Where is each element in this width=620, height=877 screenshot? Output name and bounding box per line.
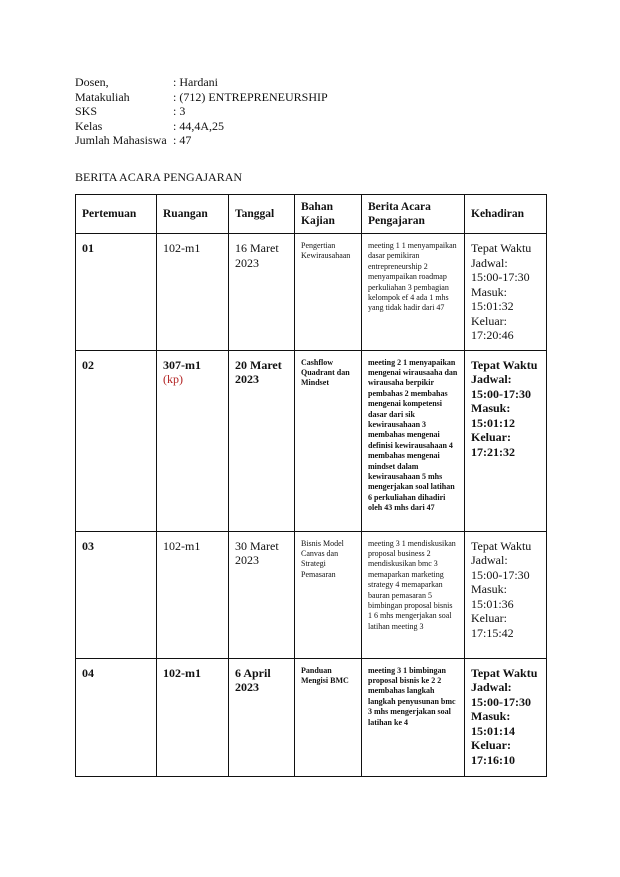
cell-pertemuan: 02 xyxy=(76,350,157,531)
col-header-ruangan: Ruangan xyxy=(157,195,229,234)
cell-bahan-kajian: Pengertian Kewirausahaan xyxy=(295,234,362,351)
cell-kehadiran xyxy=(465,531,547,658)
attendance-schedule: Jadwal: 15:00-17:30 xyxy=(471,372,531,401)
cell-ruangan xyxy=(157,234,229,351)
cell-tanggal: 6 April 2023 xyxy=(229,658,295,776)
attendance-in: Masuk: 15:01:36 xyxy=(471,582,514,611)
table-header-row xyxy=(76,195,547,234)
info-row-dosen xyxy=(75,75,328,90)
cell-ruangan xyxy=(157,531,229,658)
attendance-out: Keluar: 17:16:10 xyxy=(471,738,515,767)
col-header-kehadiran: Kehadiran xyxy=(465,195,547,234)
cell-pertemuan: 01 xyxy=(76,234,157,351)
cell-tanggal: 30 Maret 2023 xyxy=(229,531,295,658)
info-label: Matakuliah xyxy=(75,89,130,104)
info-value: : 47 xyxy=(173,133,192,148)
cell-tanggal: 16 Maret 2023 xyxy=(229,234,295,351)
course-info-header xyxy=(75,75,328,148)
attendance-in: Masuk: 15:01:14 xyxy=(471,709,515,738)
attendance-status: Tepat Waktu xyxy=(471,241,532,255)
attendance-status: Tepat Waktu xyxy=(471,665,538,680)
cell-pertemuan: 03 xyxy=(76,531,157,658)
ruangan-note: (kp) xyxy=(163,372,183,386)
cell-berita-acara: meeting 1 1 menyampaikan dasar pemikiran entrepreneurship 2 menyampaikan roadmap perkuliahan 3 pembagian kelompok ef 4 ada 1 mhs yang tidak hadir dari 47 xyxy=(362,234,465,351)
attendance-out: Keluar: 17:15:42 xyxy=(471,611,514,640)
info-label: Kelas xyxy=(75,118,103,133)
cell-kehadiran xyxy=(465,350,547,531)
cell-ruangan xyxy=(157,658,229,776)
cell-ruangan xyxy=(157,350,229,531)
col-header-bahan-kajian: Bahan Kajian xyxy=(295,195,362,234)
ruangan-code: 102-m1 xyxy=(163,241,201,255)
cell-bahan-kajian: Bisnis Model Canvas dan Strategi Pemasaran xyxy=(295,531,362,658)
info-value: : 44,4A,25 xyxy=(173,118,224,133)
table-row xyxy=(76,234,547,351)
info-label: Dosen, xyxy=(75,75,109,89)
attendance-in: Masuk: 15:01:32 xyxy=(471,284,514,313)
cell-tanggal: 20 Maret 2023 xyxy=(229,350,295,531)
table-row xyxy=(76,531,547,658)
info-row-kelas xyxy=(75,119,328,134)
ruangan-code: 102-m1 xyxy=(163,538,201,553)
attendance-schedule: Jadwal: 15:00-17:30 xyxy=(471,680,531,709)
info-row-sks xyxy=(75,104,328,119)
cell-berita-acara: meeting 3 1 mendiskusikan proposal business 2 mendiskusikan bmc 3 memaparkan marketing strategy 4 memaparkan bauran pemasaran 5 bimbingan proposal bisnis 1 6 mhs mengerjakan soal latihan meeting 3 xyxy=(362,531,465,658)
table-row xyxy=(76,350,547,531)
info-label: Jumlah Mahasiswa xyxy=(75,133,167,148)
cell-bahan-kajian: Panduan Mengisi BMC xyxy=(295,658,362,776)
cell-berita-acara: meeting 3 1 bimbingan proposal bisnis ke 2 2 membahas langkah langkah penyusunan bmc 3 mhs mengerjakan soal latihan ke 4 xyxy=(362,658,465,776)
attendance-in: Masuk: 15:01:12 xyxy=(471,401,515,430)
info-row-jumlah-mahasiswa xyxy=(75,133,328,148)
cell-kehadiran xyxy=(465,234,547,351)
ruangan-code: 307-m1 xyxy=(163,357,201,372)
info-value: : (712) ENTREPRENEURSHIP xyxy=(173,89,328,104)
info-row-matakuliah xyxy=(75,90,328,105)
teaching-report-table xyxy=(75,194,547,777)
document-title: BERITA ACARA PENGAJARAN xyxy=(75,170,243,184)
info-value: : Hardani xyxy=(173,75,218,89)
cell-bahan-kajian: Cashflow Quadrant dan Mindset xyxy=(295,350,362,531)
info-label: SKS xyxy=(75,104,98,119)
cell-kehadiran xyxy=(465,658,547,776)
table-row xyxy=(76,658,547,776)
col-header-pertemuan: Pertemuan xyxy=(76,195,157,234)
attendance-out: Keluar: 17:21:32 xyxy=(471,430,515,459)
attendance-schedule: Jadwal: 15:00-17:30 xyxy=(471,255,530,284)
ruangan-code: 102-m1 xyxy=(163,665,201,680)
cell-berita-acara: meeting 2 1 menyapaikan mengenai wirausaaha dan wirausaha berpikir pembahas 2 membahas mengenai kompetensi dasar dari sik kewirausahaan 3 membahas mengenai definisi kewirausahaan 4 membahas mengenai mindset dalam kewirausahaan 5 mhs mengerjakan soal latihan 6 perkuliahan dihadiri oleh 43 mhs dari 47 xyxy=(362,350,465,531)
attendance-schedule: Jadwal: 15:00-17:30 xyxy=(471,553,530,582)
col-header-berita-acara: Berita Acara Pengajaran xyxy=(362,195,465,234)
attendance-status: Tepat Waktu xyxy=(471,357,538,372)
attendance-status: Tepat Waktu xyxy=(471,538,532,553)
cell-pertemuan: 04 xyxy=(76,658,157,776)
info-value: : 3 xyxy=(173,104,186,119)
attendance-out: Keluar: 17:20:46 xyxy=(471,313,514,342)
col-header-tanggal: Tanggal xyxy=(229,195,295,234)
